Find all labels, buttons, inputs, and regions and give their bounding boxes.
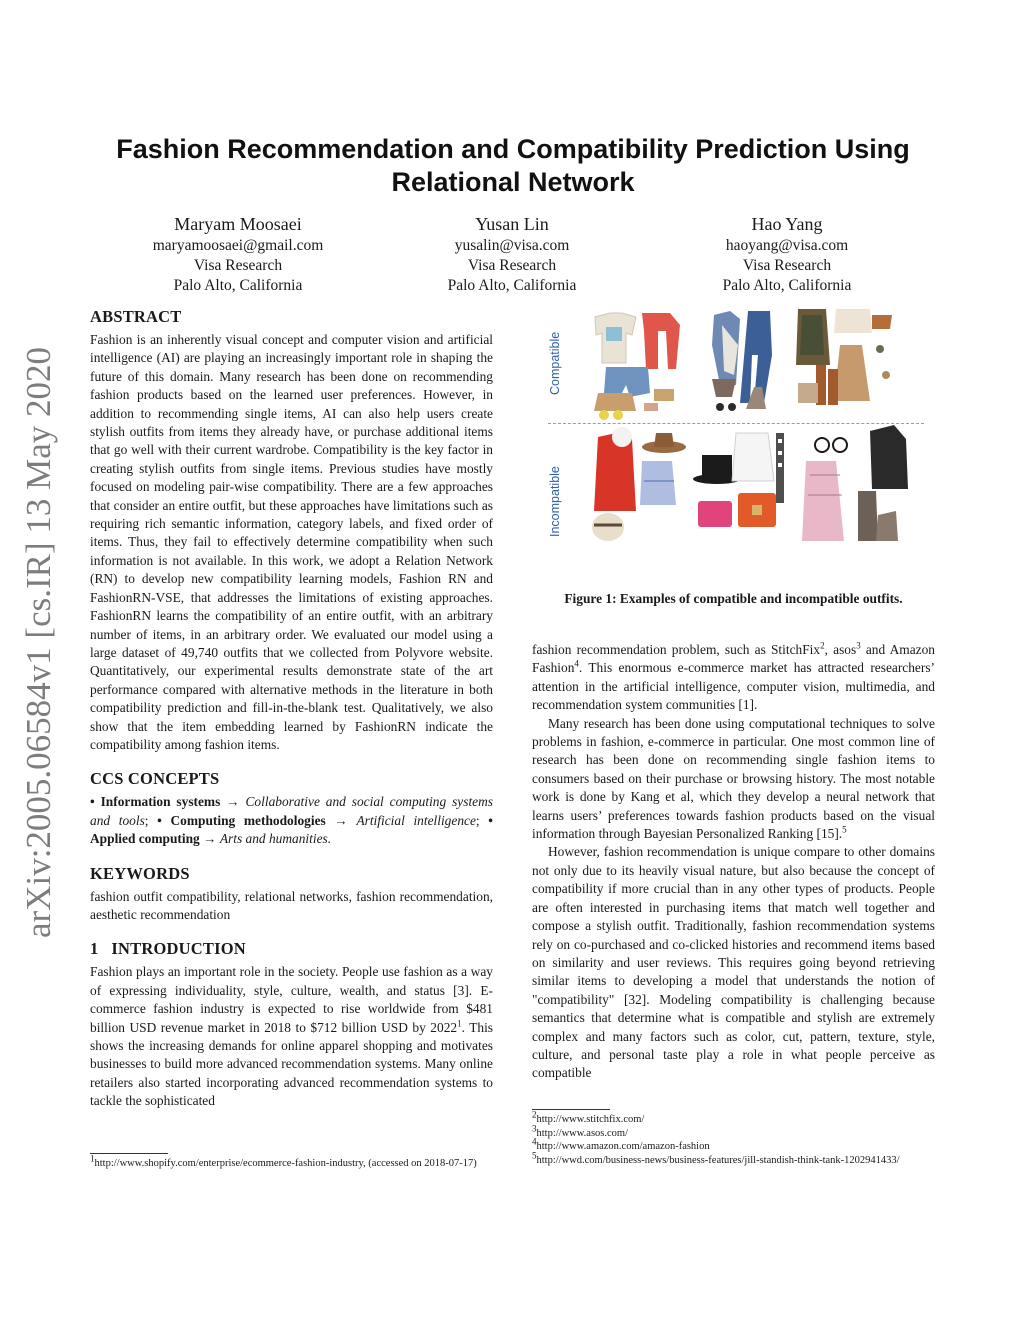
author-location: Palo Alto, California [173,277,303,294]
author-name: Maryam Moosaei [174,214,302,234]
footnote-mark: 4 [532,1136,537,1147]
footnote-text: http://www.shopify.com/enterprise/ecommerce-fashion-industry, (accessed on 2018-07-17) [94,1158,477,1169]
right-column [532,641,935,1083]
abstract-heading: ABSTRACT [90,307,182,326]
outfit-1 [594,313,680,420]
ccs-term: • Computing methodologies [148,812,326,828]
footnote-mark: 3 [532,1123,537,1133]
footnote-mark: 5 [532,1150,537,1160]
footnote-text: http://wwd.com/business-news/business-features/jill-standish-think-tank-1202941433/ [536,1154,900,1166]
ccs-subterm: Arts and humanities. [219,831,332,847]
intro-paragraph-3: However, fashion recommendation is unique compare to other domains not only due to its heavily visual nature, but also because the concept of compatibility if more crucial than in any other types of products. People are often interested in purchasing items that match well together and compose a stylish outfit. Traditionally, fashion recommendation systems rely on co-purchased and co-clicked histories and recommend items based on similarity and user reviews. This requires going beyond retrieving similar items to developing a model that understands the notion of "compatibility" [32]. Modeling compatibility is challenging because semantics that determine what is compatible and stylish are extremely complex and many factors such as color, cut, pattern, texture, style, culture, and personal taste play a role in what people perceive as compatible [532,844,935,1081]
author-org: Visa Research [467,257,557,274]
author-location: Palo Alto, California [447,277,577,294]
author-org: Visa Research [742,257,832,274]
footnote-mark: 2 [532,1109,537,1120]
footnote-3 [532,1123,935,1141]
figure-caption: Figure 1: Examples of compatible and incompatible outfits. [564,591,903,606]
author-email: yusalin@visa.com [454,237,570,254]
author-org: Visa Research [193,257,283,274]
ccs-term: • Information systems [90,794,221,810]
arrow-icon: → [325,812,357,828]
author-name: Yusan Lin [475,214,549,234]
outfit-2 [712,311,772,411]
intro-paragraph-1 [90,963,493,1110]
abstract-text: Fashion is an inherently visual concept and computer vision and artificial intelligence (AI) are playing an increasingly important role in shaping the future of this domain. Many research has been done on recommending fashion products based on the learned user preferences. However, in addition to recommending single items, AI can also help users create stylish outfits from items they already have, or purchase additional items that go well with their current wardrobe. Compatibility is the key factor in creating stylish outfits from single items. Previous studies have mostly focused on modeling pair-wise compatibility. There are a few approaches that consider an entire outfit, but these approaches have limitations such as requiring rich semantic information, category labels, and fixed order of items. Thus, they fail to effectively determine compatibility when such information is not available. In this work, we adopt a Relation Network (RN) to develop new compatibility learning models, Fashion RN and FashionRN-VSE, that addresses the limitations of existing approaches. FashionRN learns the compatibility of an entire outfit, with an arbitrary number of items, in an arbitrary order. We evaluated our model using a large dataset of 49,740 outfits that we collected from Polyvore website. Quantitatively, our experimental results demonstrate state of the art performance compared with alternative methods in the literature in both compatibility prediction and fill-in-the-blank test. Qualitatively, we also show that the item embedding learned by FashionRN indicate the compatibility among fashion items. [90,332,493,752]
footnote-text: http://www.stitchfix.com/ [536,1114,645,1125]
intro-text: fashion recommendation problem, such as StitchFix [532,642,821,657]
author-2 [392,212,632,296]
footnote-ref: 2 [820,640,825,651]
footnote-1 [90,1153,493,1171]
author-location: Palo Alto, California [722,277,852,294]
ccs-subterm: Artificial intelligence [356,812,476,828]
footnote-2 [532,1109,935,1127]
footnote-5 [532,1150,935,1168]
author-1 [118,212,358,296]
intro-paragraph-2 [532,715,935,844]
author-3 [667,212,907,296]
intro-text: and Amazon Fashion [532,642,936,676]
outfit-3 [796,309,892,405]
paper-title: Fashion Recommendation and Compatibility Prediction Using Relational Network [116,134,910,197]
keywords-text: fashion outfit compatibility, relational networks, fashion recommendation, aesthetic recommendation [90,888,493,922]
keywords-heading: KEYWORDS [90,863,190,883]
footnote-mark: 1 [90,1153,95,1164]
arrow-icon: → [220,794,246,810]
ccs-heading: CCS CONCEPTS [90,769,220,789]
right-footnotes [532,1109,935,1167]
arxiv-side-stamp: arXiv:2005.06584v1 [cs.IR] 13 May 2020 [19,346,58,938]
footnote-ref: 1 [457,1018,462,1029]
ccs-concepts [90,793,493,848]
intro-text: . This shows the increasing demands for online apparel shopping and motivates businesses to build more advanced recommendation systems. Many online retailers also started incorporating advanced recommendation systems to tackle the sophisticated [90,1019,494,1109]
author-email: maryamoosaei@gmail.com [152,237,324,254]
ccs-separator: ; [475,812,480,828]
footnote-ref: 4 [574,658,579,669]
intro-paragraph-1-continued [532,641,935,715]
ccs-term: • Applied computing [90,812,493,847]
footnote-ref: 5 [842,824,847,835]
incompatible-label: Incompatible [548,466,562,537]
author-block [90,212,936,298]
intro-text: , asos [824,642,857,657]
figure-1 [540,305,930,565]
footnote-text: http://www.amazon.com/amazon-fashion [536,1141,710,1152]
ccs-separator: ; [144,812,149,828]
introduction-heading: 1 INTRODUCTION [90,939,246,959]
outfit-5 [693,433,784,527]
footnote-ref: 3 [856,640,861,651]
arrow-icon: → [199,831,220,847]
left-column [90,306,493,1111]
footnote-rule [532,1109,610,1110]
outfit-illustration [540,305,930,565]
outfit-4 [592,427,686,541]
compatible-label: Compatible [548,331,562,395]
ccs-subterm: Collaborative and social computing systems and tools [90,794,493,828]
footnote-rule [90,1153,168,1154]
intro-text: . This enormous e-commerce market has attracted researchers’ attention in the artificial intelligence, computer vision, multimedia, and recommendation system communities [1]. [532,660,935,713]
intro-text: Fashion plays an important role in the society. People use fashion as a way of expressing individuality, style, culture, wealth, and status [3]. E-commerce fashion industry is expected to rise worldwide from $481 billion USD revenue market in 2018 to $712 billion USD by 2022 [90,964,493,1035]
author-name: Hao Yang [751,214,823,234]
intro-text: Many research has been done using computational techniques to solve problems in fashion, e-commerce in particular. One most common line of research has been done on recommending single fashion items to consumers based on their purchase or browsing history. The most notable work is done by Kang et al, which they develop a neural network that learns users’ preferences towards fashion products based on the visual information through Bayesian Personalized Ranking [15]. [532,715,935,842]
outfit-6 [802,425,908,541]
footnote-4 [532,1136,935,1154]
left-footnotes [90,1153,493,1171]
footnote-text: http://www.asos.com/ [536,1127,628,1139]
figure-divider [548,423,924,424]
author-email: haoyang@visa.com [725,237,849,254]
